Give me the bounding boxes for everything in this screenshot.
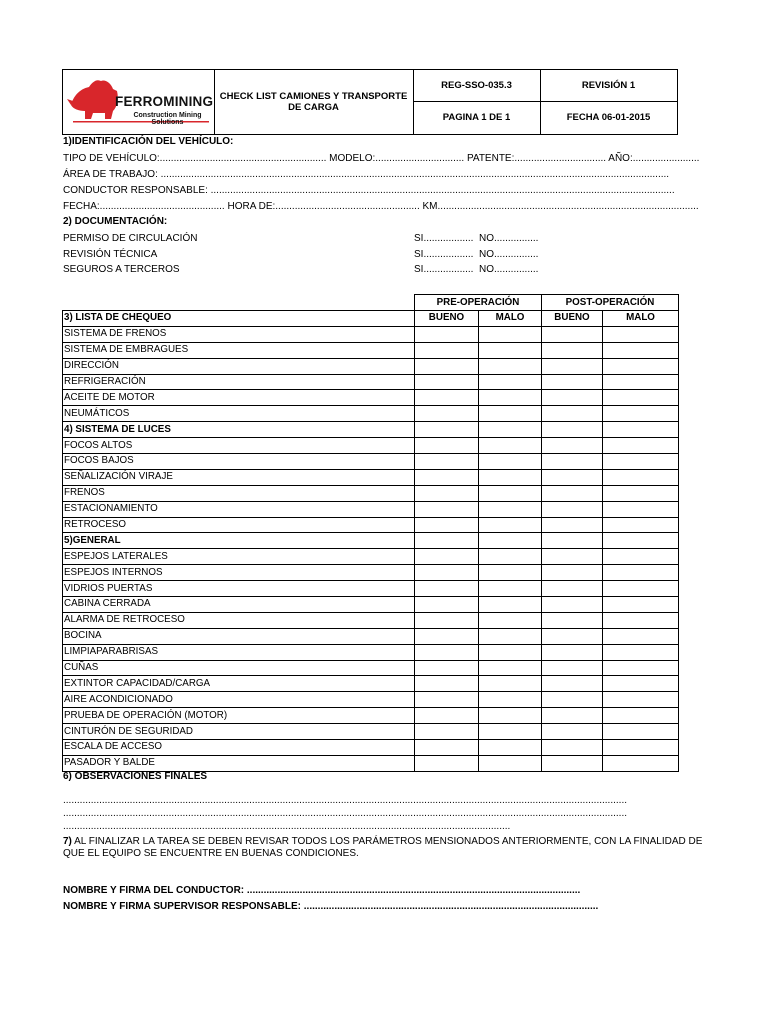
post-bueno-cell[interactable]: [542, 581, 603, 597]
post-bueno-cell[interactable]: [542, 565, 603, 581]
checklist-item-label: NEUMÁTICOS: [63, 406, 415, 422]
checklist-item-label: EXTINTOR CAPACIDAD/CARGA: [63, 676, 415, 692]
post-malo-cell[interactable]: [603, 342, 679, 358]
checklist-item-label: ESPEJOS LATERALES: [63, 549, 415, 565]
table-row: [63, 597, 679, 613]
section-7-number: 7): [63, 836, 72, 847]
checklist-item-label: FOCOS ALTOS: [63, 438, 415, 454]
post-bueno-cell[interactable]: [542, 438, 603, 454]
checklist-item-label: ESCALA DE ACCESO: [63, 740, 415, 756]
table-row: [63, 454, 679, 470]
post-operation-header: POST-OPERACIÓN: [542, 295, 679, 311]
pre-bueno-cell[interactable]: [415, 740, 479, 756]
pre-bueno-cell[interactable]: [415, 628, 479, 644]
pre-bueno-cell[interactable]: [415, 358, 479, 374]
pre-malo-cell[interactable]: [479, 374, 542, 390]
driver-signature-field[interactable]: NOMBRE Y FIRMA DEL CONDUCTOR: ........................................................................................................................: [63, 885, 581, 896]
form-page: PAGINA 1 DE 1: [442, 111, 511, 123]
checklist-item-label: REFRIGERACIÓN: [63, 374, 415, 390]
doc-si-field[interactable]: SI..................: [414, 264, 474, 275]
pre-malo-cell[interactable]: [479, 612, 542, 628]
post-bueno-cell[interactable]: [542, 708, 603, 724]
pre-bueno-cell[interactable]: [415, 692, 479, 708]
table-row: [63, 374, 679, 390]
table-row: [63, 740, 679, 756]
pre-bueno-cell[interactable]: [415, 485, 479, 501]
post-bueno-cell[interactable]: [542, 660, 603, 676]
observations-line[interactable]: .................................................................................................................................................................: [63, 821, 511, 832]
post-malo-cell[interactable]: [603, 469, 679, 485]
table-row: [63, 660, 679, 676]
observations-line[interactable]: ...........................................................................................................................................................................................................: [63, 808, 627, 819]
post-malo-cell[interactable]: [603, 644, 679, 660]
table-row: [63, 390, 679, 406]
driver-field[interactable]: CONDUCTOR RESPONSABLE: .......................................................................................................................................................................: [63, 185, 675, 196]
pre-bueno-cell[interactable]: [415, 342, 479, 358]
pre-bueno-cell[interactable]: [415, 708, 479, 724]
post-malo-header: MALO: [603, 311, 679, 327]
table-row: [63, 469, 679, 485]
pre-malo-cell[interactable]: [479, 692, 542, 708]
pre-bueno-cell[interactable]: [415, 597, 479, 613]
post-bueno-cell[interactable]: [542, 485, 603, 501]
blank-cell: [415, 422, 479, 438]
section-3-title: 3) LISTA DE CHEQUEO: [63, 311, 415, 327]
work-area-field[interactable]: ÁREA DE TRABAJO: .......................................................................................................................................................................................: [63, 169, 670, 180]
post-bueno-cell[interactable]: [542, 628, 603, 644]
post-malo-cell[interactable]: [603, 565, 679, 581]
post-malo-cell[interactable]: [603, 660, 679, 676]
doc-no-field[interactable]: NO................: [479, 233, 539, 244]
post-malo-cell[interactable]: [603, 692, 679, 708]
post-bueno-cell[interactable]: [542, 724, 603, 740]
post-bueno-cell[interactable]: [542, 326, 603, 342]
form-date: FECHA 06-01-2015: [566, 111, 651, 123]
closing-note-text: AL FINALIZAR LA TAREA SE DEBEN REVISAR TODOS LOS PARÁMETROS MENSIONADOS ANTERIORMENTE, CON LA FINALIDAD DE: [71, 836, 703, 847]
company-logo: [63, 70, 214, 133]
pre-bueno-cell[interactable]: [415, 755, 479, 771]
pre-malo-cell[interactable]: [479, 358, 542, 374]
post-bueno-cell[interactable]: [542, 469, 603, 485]
table-row: [63, 708, 679, 724]
pre-malo-cell[interactable]: [479, 469, 542, 485]
section-4-row: [63, 422, 679, 438]
pre-malo-cell[interactable]: [479, 597, 542, 613]
table-row: [63, 438, 679, 454]
pre-bueno-cell[interactable]: [415, 724, 479, 740]
post-malo-cell[interactable]: [603, 628, 679, 644]
post-malo-cell[interactable]: [603, 517, 679, 533]
pre-malo-cell[interactable]: [479, 501, 542, 517]
doc-label: PERMISO DE CIRCULACIÓN: [63, 233, 198, 244]
pre-malo-cell[interactable]: [479, 755, 542, 771]
post-malo-cell[interactable]: [603, 390, 679, 406]
table-row: [63, 549, 679, 565]
table-row: [63, 565, 679, 581]
form-title: CHECK LIST CAMIONES Y TRANSPORTE DE CARGA: [219, 90, 408, 113]
post-bueno-cell[interactable]: [542, 406, 603, 422]
checklist-item-label: LIMPIAPARABRISAS: [63, 644, 415, 660]
checklist-item-label: CABINA CERRADA: [63, 597, 415, 613]
pre-malo-cell[interactable]: [479, 485, 542, 501]
post-malo-cell[interactable]: [603, 485, 679, 501]
blank-cell: [542, 533, 603, 549]
checklist-item-label: SISTEMA DE EMBRAGUES: [63, 342, 415, 358]
section-3-header-row: [63, 311, 679, 327]
pre-bueno-cell[interactable]: [415, 660, 479, 676]
section-2-title: 2) DOCUMENTACIÓN:: [63, 216, 168, 227]
post-malo-cell[interactable]: [603, 581, 679, 597]
doc-si-field[interactable]: SI..................: [414, 233, 474, 244]
post-malo-cell[interactable]: [603, 326, 679, 342]
table-row: [63, 342, 679, 358]
post-bueno-cell[interactable]: [542, 390, 603, 406]
checklist-item-label: FRENOS: [63, 485, 415, 501]
section-4-title: 4) SISTEMA DE LUCES: [63, 422, 415, 438]
table-row: [63, 755, 679, 771]
checklist-item-label: ACEITE DE MOTOR: [63, 390, 415, 406]
table-row: [63, 692, 679, 708]
table-row: [63, 485, 679, 501]
table-row: [63, 628, 679, 644]
vehicle-type-field[interactable]: TIPO DE VEHÍCULO:............................................................ MODELO:................................ PATENTE:................................. AÑO:........................: [63, 153, 700, 164]
pre-malo-cell[interactable]: [479, 660, 542, 676]
pre-malo-cell[interactable]: [479, 549, 542, 565]
pre-malo-cell[interactable]: [479, 326, 542, 342]
post-malo-cell[interactable]: [603, 724, 679, 740]
pre-malo-cell[interactable]: [479, 517, 542, 533]
pre-malo-cell[interactable]: [479, 565, 542, 581]
pre-bueno-cell[interactable]: [415, 612, 479, 628]
pre-malo-cell[interactable]: [479, 628, 542, 644]
post-malo-cell[interactable]: [603, 501, 679, 517]
pre-bueno-cell[interactable]: [415, 406, 479, 422]
doc-label: SEGUROS A TERCEROS: [63, 264, 180, 275]
form-code: REG-SSO-035.3: [441, 80, 512, 91]
post-bueno-cell[interactable]: [542, 374, 603, 390]
post-bueno-cell[interactable]: [542, 549, 603, 565]
pre-malo-cell[interactable]: [479, 740, 542, 756]
doc-label: REVISIÓN TÉCNICA: [63, 249, 158, 260]
checklist-item-label: ALARMA DE RETROCESO: [63, 612, 415, 628]
checklist-item-label: PRUEBA DE OPERACIÓN (MOTOR): [63, 708, 415, 724]
table-row: [63, 612, 679, 628]
blank-cell: [603, 422, 679, 438]
post-malo-cell[interactable]: [603, 597, 679, 613]
pre-bueno-cell[interactable]: [415, 374, 479, 390]
pre-bueno-cell[interactable]: [415, 676, 479, 692]
post-malo-cell[interactable]: [603, 676, 679, 692]
post-malo-cell[interactable]: [603, 549, 679, 565]
pre-bueno-cell[interactable]: [415, 581, 479, 597]
observations-line[interactable]: ...........................................................................................................................................................................................................: [63, 795, 627, 806]
checklist-item-label: CUÑAS: [63, 660, 415, 676]
pre-bueno-cell[interactable]: [415, 565, 479, 581]
checklist-item-label: SEÑALIZACIÓN VIRAJE: [63, 469, 415, 485]
post-malo-cell[interactable]: [603, 438, 679, 454]
post-bueno-header: BUENO: [542, 311, 603, 327]
closing-note-line-1: [63, 836, 702, 847]
table-row: [63, 501, 679, 517]
pre-operation-header: PRE-OPERACIÓN: [415, 295, 542, 311]
doc-no-field[interactable]: NO................: [479, 264, 539, 275]
pre-bueno-cell[interactable]: [415, 438, 479, 454]
section-1-title: 1)IDENTIFICACIÓN DEL VEHÍCULO:: [63, 136, 234, 147]
table-row: [63, 676, 679, 692]
checklist-item-label: PASADOR Y BALDE: [63, 755, 415, 771]
pre-malo-cell[interactable]: [479, 644, 542, 660]
checklist-item-label: RETROCESO: [63, 517, 415, 533]
section-5-row: [63, 533, 679, 549]
pre-bueno-cell[interactable]: [415, 501, 479, 517]
operation-header: [414, 294, 679, 311]
post-bueno-cell[interactable]: [542, 517, 603, 533]
pre-bueno-header: BUENO: [415, 311, 479, 327]
pre-malo-cell[interactable]: [479, 438, 542, 454]
pre-malo-cell[interactable]: [479, 724, 542, 740]
post-malo-cell[interactable]: [603, 612, 679, 628]
blank-cell: [415, 533, 479, 549]
blank-cell: [603, 533, 679, 549]
post-bueno-cell[interactable]: [542, 342, 603, 358]
pre-bueno-cell[interactable]: [415, 549, 479, 565]
checklist-item-label: ESTACIONAMIENTO: [63, 501, 415, 517]
pre-malo-cell[interactable]: [479, 708, 542, 724]
pre-malo-cell[interactable]: [479, 581, 542, 597]
logo-tagline: Construction Mining Solutions: [133, 112, 202, 126]
table-row: [63, 644, 679, 660]
post-bueno-cell[interactable]: [542, 501, 603, 517]
post-bueno-cell[interactable]: [542, 612, 603, 628]
post-bueno-cell[interactable]: [542, 644, 603, 660]
checklist-item-label: AIRE ACONDICIONADO: [63, 692, 415, 708]
checklist-table: [62, 310, 679, 772]
checklist-item-label: VIDRIOS PUERTAS: [63, 581, 415, 597]
pre-bueno-cell[interactable]: [415, 454, 479, 470]
table-row: [63, 406, 679, 422]
blank-cell: [479, 533, 542, 549]
date-time-km-field[interactable]: FECHA:............................................. HORA DE:.................................................... KM..............................................................................................: [63, 201, 699, 212]
post-bueno-cell[interactable]: [542, 676, 603, 692]
post-bueno-cell[interactable]: [542, 358, 603, 374]
form-header: [62, 69, 678, 135]
blank-cell: [542, 422, 603, 438]
table-row: [63, 581, 679, 597]
pre-bueno-cell[interactable]: [415, 326, 479, 342]
pre-malo-cell[interactable]: [479, 390, 542, 406]
post-malo-cell[interactable]: [603, 454, 679, 470]
post-malo-cell[interactable]: [603, 755, 679, 771]
checklist-item-label: DIRECCIÓN: [63, 358, 415, 374]
checklist-item-label: CINTURÓN DE SEGURIDAD: [63, 724, 415, 740]
table-row: [63, 358, 679, 374]
pre-bueno-cell[interactable]: [415, 469, 479, 485]
checklist-item-label: BOCINA: [63, 628, 415, 644]
form-revision: REVISIÓN 1: [581, 80, 636, 91]
section-5-title: 5)GENERAL: [63, 533, 415, 549]
table-row: [63, 326, 679, 342]
pre-bueno-cell[interactable]: [415, 517, 479, 533]
post-bueno-cell[interactable]: [542, 740, 603, 756]
blank-cell: [479, 422, 542, 438]
checklist-item-label: SISTEMA DE FRENOS: [63, 326, 415, 342]
post-bueno-cell[interactable]: [542, 454, 603, 470]
doc-si-field[interactable]: SI..................: [414, 249, 474, 260]
pre-malo-cell[interactable]: [479, 342, 542, 358]
pre-malo-header: MALO: [479, 311, 542, 327]
closing-note-line-2: QUE EL EQUIPO SE ENCUENTRE EN BUENAS CONDICIONES.: [63, 848, 359, 859]
post-malo-cell[interactable]: [603, 358, 679, 374]
supervisor-signature-field[interactable]: NOMBRE Y FIRMA SUPERVISOR RESPONSABLE: ..........................................................................................................: [63, 901, 599, 912]
pre-bueno-cell[interactable]: [415, 644, 479, 660]
checklist-item-label: ESPEJOS INTERNOS: [63, 565, 415, 581]
doc-no-field[interactable]: NO................: [479, 249, 539, 260]
post-bueno-cell[interactable]: [542, 692, 603, 708]
table-row: [63, 517, 679, 533]
pre-malo-cell[interactable]: [479, 406, 542, 422]
pre-malo-cell[interactable]: [479, 454, 542, 470]
post-malo-cell[interactable]: [603, 708, 679, 724]
pre-bueno-cell[interactable]: [415, 390, 479, 406]
checklist-item-label: FOCOS BAJOS: [63, 454, 415, 470]
post-bueno-cell[interactable]: [542, 597, 603, 613]
post-malo-cell[interactable]: [603, 406, 679, 422]
table-row: [63, 724, 679, 740]
logo-brand: FERROMINING: [115, 94, 214, 109]
section-6-title: 6) OBSERVACIONES FINALES: [63, 771, 208, 782]
post-bueno-cell[interactable]: [542, 755, 603, 771]
post-malo-cell[interactable]: [603, 740, 679, 756]
post-malo-cell[interactable]: [603, 374, 679, 390]
pre-malo-cell[interactable]: [479, 676, 542, 692]
